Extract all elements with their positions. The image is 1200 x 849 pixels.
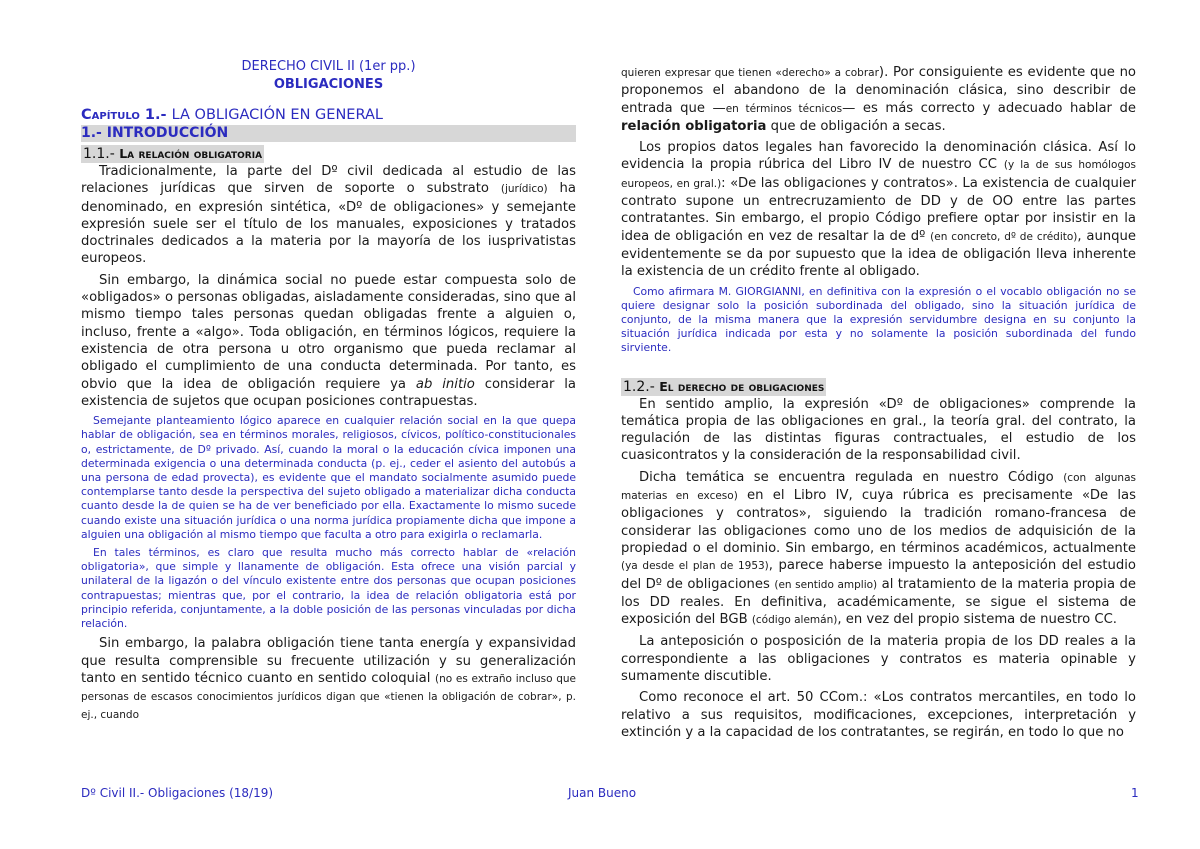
paragraph [81, 635, 576, 724]
text-run-small: quieren expresar que tienen «derecho» a cobrar [621, 67, 879, 79]
footer-author: Juan Bueno [568, 786, 637, 800]
subsection-heading-wrap [621, 376, 1136, 396]
paragraph: Como reconoce el art. 50 CCom.: «Los contratos mercantiles, en todo lo relativo a sus requisitos, modificaciones, excepciones, interpretación y extinción y a la capacidad de los contratantes, se regirán, en todo lo que no [621, 690, 1136, 740]
text-run-italic: ab initio [415, 376, 475, 392]
text-run: Los propios datos legales han favorecido la denominación clásica. Así lo evidencia la propia rúbrica del Libro IV de nuestro CC [621, 140, 1136, 173]
subsection-title: El derecho de obligaciones [659, 378, 825, 394]
footer-course: Dº Civil II.- Obligaciones (18/19) [81, 786, 274, 800]
text-run: Sin embargo, la palabra obligación tiene tanta energía y expansividad que resulta comprensible su frecuente utilización y su generalización tanto en sentido técnico cuanto en sentido coloquial [81, 636, 576, 686]
chapter-label: Capítulo 1.- [81, 107, 172, 123]
text-run-small: (en sentido amplio) [774, 578, 878, 591]
spacer [621, 360, 1136, 376]
text-run-small: (ya desde el plan de 1953) [621, 560, 769, 573]
subsection-heading-derecho-obligaciones [621, 378, 826, 396]
subsection-title: La relación obligatoria [119, 146, 263, 161]
text-run: Dicha temática se encuentra regulada en nuestro Código [639, 469, 1064, 485]
text-run: en el Libro IV, cuya rúbrica es precisamente «De las obligaciones y contratos», siguiendo la tradición romano-francesa de considerar las obligaciones como uno de los medios de adquisición de la propiedad o el dominio. Sin embargo, en términos académicos, actualmente [621, 488, 1136, 556]
text-run: , parece haberse impuesto la anteposición del estudio del Dº de obligaciones [621, 558, 1136, 592]
text-run: Sin embargo, la dinámica social no puede estar compuesta solo de «obligados» o personas obligadas, aisladamente consideradas, sino que al mismo tiempo tales personas quedan obligadas frente a alguien o, incluso, frente a «algo». Toda obligación, en términos lógicos, requiere la existencia de otra persona u otro organismo que pueda reclamar al obligado el cumplimiento de una conducta determinada. Por tanto, es obvio que la idea de obligación requiere ya [81, 272, 576, 392]
document-subtitle: OBLIGACIONES [273, 77, 384, 92]
text-run-small: (jurídico) [500, 183, 548, 196]
text-run: ). Por consiguiente es evidente que no proponemos el abandono de la denominación clásica, sino describir de entrada que — [621, 65, 1136, 116]
text-run-small: (con algunas materias en exceso) [621, 471, 1136, 503]
paragraph [621, 469, 1136, 630]
text-run-small: (no es extraño incluso que personas de escasos conocimientos jurídicos digan que «tienen la obligación de cobrar», p. ej., cuando [81, 672, 576, 722]
text-run: Tradicionalmente, la parte del Dº civil dedicada al estudio de las relaciones jurídicas que sirven de soporte o substrato [81, 164, 576, 197]
paragraph [621, 64, 1136, 135]
chapter-title: LA OBLIGACIÓN EN GENERAL [171, 107, 383, 123]
text-run: , aunque evidentemente se da por supuesto que la idea de obligación lleva inherente la existencia de un crédito frente al obligado. [621, 228, 1136, 280]
text-run: que de obligación a secas. [766, 118, 946, 134]
document-title: DERECHO CIVIL II (1er pp.) [241, 59, 416, 74]
subsection-number: 1.2.- [623, 378, 660, 395]
subsection-heading-relacion-obligatoria [81, 145, 264, 163]
right-column [621, 64, 1136, 745]
chapter-heading [81, 106, 576, 124]
text-run-small: (y la de sus homólogos europeos, en gral.) [621, 159, 1137, 190]
text-run: al tratamiento de la materia propia de los DD reales. En definitiva, académicamente, se sigue el sistema de exposición del BGB [621, 576, 1136, 628]
paragraph [81, 163, 576, 268]
text-run-bold: relación obligatoria [621, 118, 767, 134]
text-run: ha denominado, en expresión sintética, «Dº de obligaciones» y semejante expresión suele ser el título de los manuales, exposiciones y tratados doctrinales dedicados a la materia por la mayoría de los iusprivatistas europeos. [81, 181, 576, 267]
text-run: considerar la existencia de sujetos que ocupan posiciones contrapuestas. [81, 376, 577, 409]
text-run-small: (código alemán) [751, 614, 838, 627]
note-paragraph: Como afirmara M. GIORGIANNI, en definitiva con la expresión o el vocablo obligación no se quiere designar solo la posición subordinada del obligado, sino la situación jurídica de conjunto, de la misma manera que la expresión servidumbre designa en su conjunto la situación jurídica indicada por esta y no solamente la posición subordinada del fundo sirviente. [621, 284, 1136, 355]
paragraph [621, 139, 1136, 280]
footer-page-number: 1 [1131, 786, 1139, 800]
paragraph: La anteposición o posposición de la materia propia de los DD reales a la correspondiente a las obligaciones y contratos es materia opinable y sumamente discutible. [621, 634, 1136, 685]
section-heading-introduccion: 1.- INTRODUCCIÓN [81, 125, 576, 142]
paragraph: En sentido amplio, la expresión «Dº de obligaciones» comprende la temática propia de las obligaciones en gral., la teoría gral. del contrato, la regulación de las distintas figuras contractuales, el estudio de los cuasicontratos y la consideración de la responsabilidad civil. [621, 396, 1136, 464]
note-paragraph: Semejante planteamiento lógico aparece en cualquier relación social en la que quepa hablar de obligación, sea en términos morales, religiosos, cívicos, político-constitucionales o, estrictamente, de Dº privado. Así, cuando la moral o la educación cívica imponen una determinada exigencia o una determinada conducta (p. ej., ceder el asiento del autobús a una persona de edad provecta), es evidente que el mandato socialmente asumido puede contemplarse tanto desde la perspectiva del sujeto obligado a materializar dicha conducta cuanto desde la de quien se ha de ver beneficiado por ella. Exactamente lo mismo sucede cuando existe una situación jurídica o una norma jurídica propiamente dicha que impone a alguien una obligación al mismo tiempo que faculta a otro para exigirla o reclamarla. [81, 414, 576, 541]
text-run: , en vez del propio sistema de nuestro CC. [837, 612, 1117, 628]
note-paragraph: En tales términos, es claro que resulta mucho más correcto hablar de «relación obligatoria», que simple y llanamente de obligación. Esta ofrece una visión parcial y unilateral de la ligazón o del vínculo existente entre dos personas que ocupan posiciones contrapuestas; mientras que, por el contrario, la idea de relación obligatoria está por principio referida, conjuntamente, a la doble posición de las personas vinculadas por dicha relación. [81, 545, 576, 630]
text-run: — es más correcto y adecuado hablar de [842, 100, 1136, 116]
subsection-number: 1.1.- [83, 146, 120, 162]
text-run-small: en términos técnicos [725, 102, 843, 115]
text-run: : «De las obligaciones y contratos». La existencia de cualquier contrato supone un entrecruzamiento de DD y de OO entre las partes contratantes. Sin embargo, el propio Código prefiere optar por insistir en la idea de obligación en vez de resaltar la de dº [621, 175, 1136, 244]
text-run-small: (en concreto, dº de crédito) [930, 230, 1078, 243]
paragraph [81, 272, 576, 410]
left-column [81, 58, 576, 729]
subsection-heading-wrap [81, 143, 576, 163]
